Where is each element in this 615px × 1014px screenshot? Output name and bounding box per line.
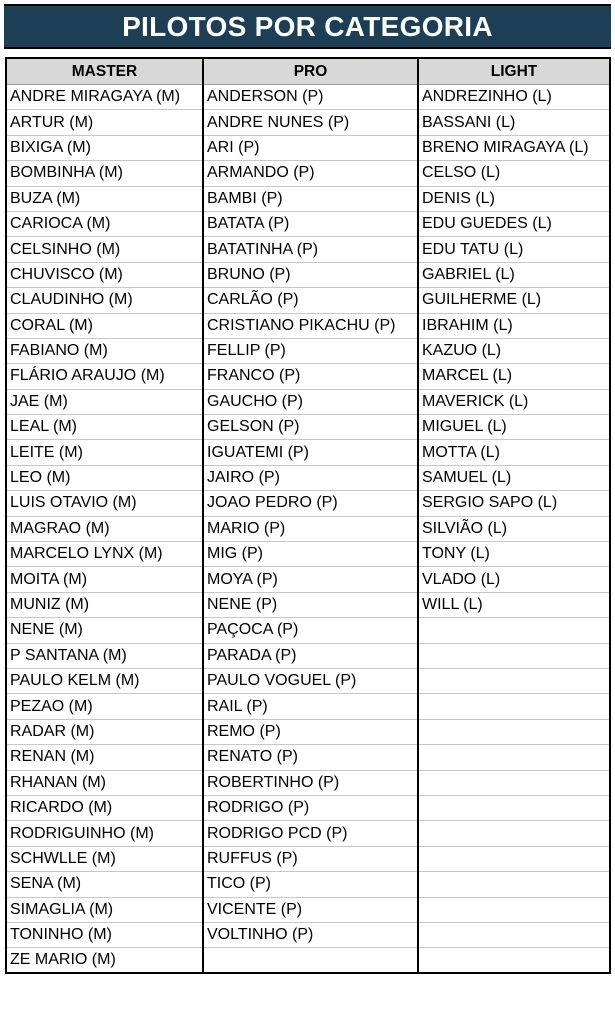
cell-master: RICARDO (M) [6,795,203,820]
cell-pro: GELSON (P) [203,415,418,440]
table-row [6,694,610,719]
cell-pro: JOAO PEDRO (P) [203,491,418,516]
cell-pro: BRUNO (P) [203,262,418,287]
cell-master: CORAL (M) [6,313,203,338]
cell-master: RODRIGUINHO (M) [6,821,203,846]
page-title: PILOTOS POR CATEGORIA [122,10,493,42]
cell-pro: VICENTE (P) [203,897,418,922]
cell-pro: RODRIGO PCD (P) [203,821,418,846]
cell-light: MARCEL (L) [418,364,610,389]
table-row [6,846,610,871]
cell-pro: RENATO (P) [203,745,418,770]
cell-pro: RODRIGO (P) [203,795,418,820]
cell-master: SENA (M) [6,872,203,897]
cell-master: P SANTANA (M) [6,643,203,668]
cell-pro: MARIO (P) [203,516,418,541]
table-row [6,440,610,465]
cell-pro: ARI (P) [203,135,418,160]
cell-master: CARIOCA (M) [6,211,203,236]
title-banner [4,4,611,49]
table-row [6,237,610,262]
table-row [6,161,610,186]
column-header-master: MASTER [6,58,203,85]
cell-master: MUNIZ (M) [6,592,203,617]
table-row [6,795,610,820]
table-row [6,948,610,973]
cell-master: LUIS OTAVIO (M) [6,491,203,516]
cell-pro: FELLIP (P) [203,338,418,363]
cell-master: SCHWLLE (M) [6,846,203,871]
cell-pro: JAIRO (P) [203,465,418,490]
cell-light: WILL (L) [418,592,610,617]
cell-master: BOMBINHA (M) [6,161,203,186]
cell-light: MIGUEL (L) [418,415,610,440]
cell-master: RHANAN (M) [6,770,203,795]
column-header-light: LIGHT [418,58,610,85]
cell-pro: BATATA (P) [203,211,418,236]
table-row [6,567,610,592]
table-row [6,491,610,516]
cell-pro: PARADA (P) [203,643,418,668]
table-row [6,313,610,338]
cell-pro: MOYA (P) [203,567,418,592]
table-row [6,338,610,363]
table-row [6,110,610,135]
cell-master: LEITE (M) [6,440,203,465]
cell-master: BUZA (M) [6,186,203,211]
cell-master: FABIANO (M) [6,338,203,363]
cell-master: JAE (M) [6,389,203,414]
cell-master: LEAL (M) [6,415,203,440]
cell-master: TONINHO (M) [6,922,203,947]
table-row [6,542,610,567]
table-row [6,262,610,287]
cell-light [418,795,610,820]
cell-master: MOITA (M) [6,567,203,592]
table-body [6,85,610,974]
cell-light: MAVERICK (L) [418,389,610,414]
table-row [6,643,610,668]
cell-light: SAMUEL (L) [418,465,610,490]
cell-pro: TICO (P) [203,872,418,897]
cell-pro: RUFFUS (P) [203,846,418,871]
table-row [6,364,610,389]
column-header-pro: PRO [203,58,418,85]
cell-master: ANDRE MIRAGAYA (M) [6,85,203,110]
table-row [6,719,610,744]
cell-light: CELSO (L) [418,161,610,186]
cell-master: CLAUDINHO (M) [6,288,203,313]
cell-light [418,618,610,643]
header-row [6,58,610,85]
cell-pro: RAIL (P) [203,694,418,719]
cell-light: GUILHERME (L) [418,288,610,313]
cell-light [418,897,610,922]
cell-light: EDU TATU (L) [418,237,610,262]
table-row [6,668,610,693]
cell-light: BRENO MIRAGAYA (L) [418,135,610,160]
cell-pro: BATATINHA (P) [203,237,418,262]
cell-master: CELSINHO (M) [6,237,203,262]
table-row [6,897,610,922]
cell-light [418,668,610,693]
cell-pro: ARMANDO (P) [203,161,418,186]
cell-light [418,846,610,871]
table-row [6,85,610,110]
table-row [6,922,610,947]
cell-master: PAULO KELM (M) [6,668,203,693]
cell-light [418,719,610,744]
table-row [6,211,610,236]
cell-light: KAZUO (L) [418,338,610,363]
cell-pro: CARLÃO (P) [203,288,418,313]
table-row [6,618,610,643]
cell-light: BASSANI (L) [418,110,610,135]
cell-pro: GAUCHO (P) [203,389,418,414]
table-row [6,821,610,846]
cell-master: PEZAO (M) [6,694,203,719]
cell-light [418,872,610,897]
table-row [6,516,610,541]
cell-pro: VOLTINHO (P) [203,922,418,947]
cell-master: ZE MARIO (M) [6,948,203,973]
cell-pro: BAMBI (P) [203,186,418,211]
table-row [6,135,610,160]
table-row [6,592,610,617]
cell-master: SIMAGLIA (M) [6,897,203,922]
table-row [6,288,610,313]
cell-light [418,922,610,947]
cell-light: DENIS (L) [418,186,610,211]
cell-light: TONY (L) [418,542,610,567]
cell-pro: NENE (P) [203,592,418,617]
cell-pro [203,948,418,973]
cell-light [418,770,610,795]
cell-light: EDU GUEDES (L) [418,211,610,236]
pilots-table [5,57,611,974]
cell-master: MARCELO LYNX (M) [6,542,203,567]
cell-master: BIXIGA (M) [6,135,203,160]
cell-pro: ROBERTINHO (P) [203,770,418,795]
cell-master: FLÁRIO ARAUJO (M) [6,364,203,389]
cell-light: GABRIEL (L) [418,262,610,287]
cell-pro: PAULO VOGUEL (P) [203,668,418,693]
table-row [6,465,610,490]
cell-light [418,821,610,846]
cell-light: SERGIO SAPO (L) [418,491,610,516]
cell-master: NENE (M) [6,618,203,643]
cell-pro: MIG (P) [203,542,418,567]
cell-light [418,643,610,668]
cell-master: ARTUR (M) [6,110,203,135]
cell-pro: ANDERSON (P) [203,85,418,110]
table-row [6,872,610,897]
cell-pro: ANDRE NUNES (P) [203,110,418,135]
cell-master: CHUVISCO (M) [6,262,203,287]
cell-light [418,694,610,719]
cell-master: RENAN (M) [6,745,203,770]
table-row [6,415,610,440]
cell-master: RADAR (M) [6,719,203,744]
cell-pro: FRANCO (P) [203,364,418,389]
cell-master: MAGRAO (M) [6,516,203,541]
table-row [6,745,610,770]
cell-light: MOTTA (L) [418,440,610,465]
cell-pro: REMO (P) [203,719,418,744]
table-row [6,186,610,211]
cell-pro: CRISTIANO PIKACHU (P) [203,313,418,338]
cell-pro: IGUATEMI (P) [203,440,418,465]
cell-pro: PAÇOCA (P) [203,618,418,643]
cell-light: VLADO (L) [418,567,610,592]
cell-light: SILVIÃO (L) [418,516,610,541]
cell-light [418,745,610,770]
cell-light: IBRAHIM (L) [418,313,610,338]
table-row [6,770,610,795]
table-row [6,389,610,414]
cell-light [418,948,610,973]
cell-master: LEO (M) [6,465,203,490]
cell-light: ANDREZINHO (L) [418,85,610,110]
